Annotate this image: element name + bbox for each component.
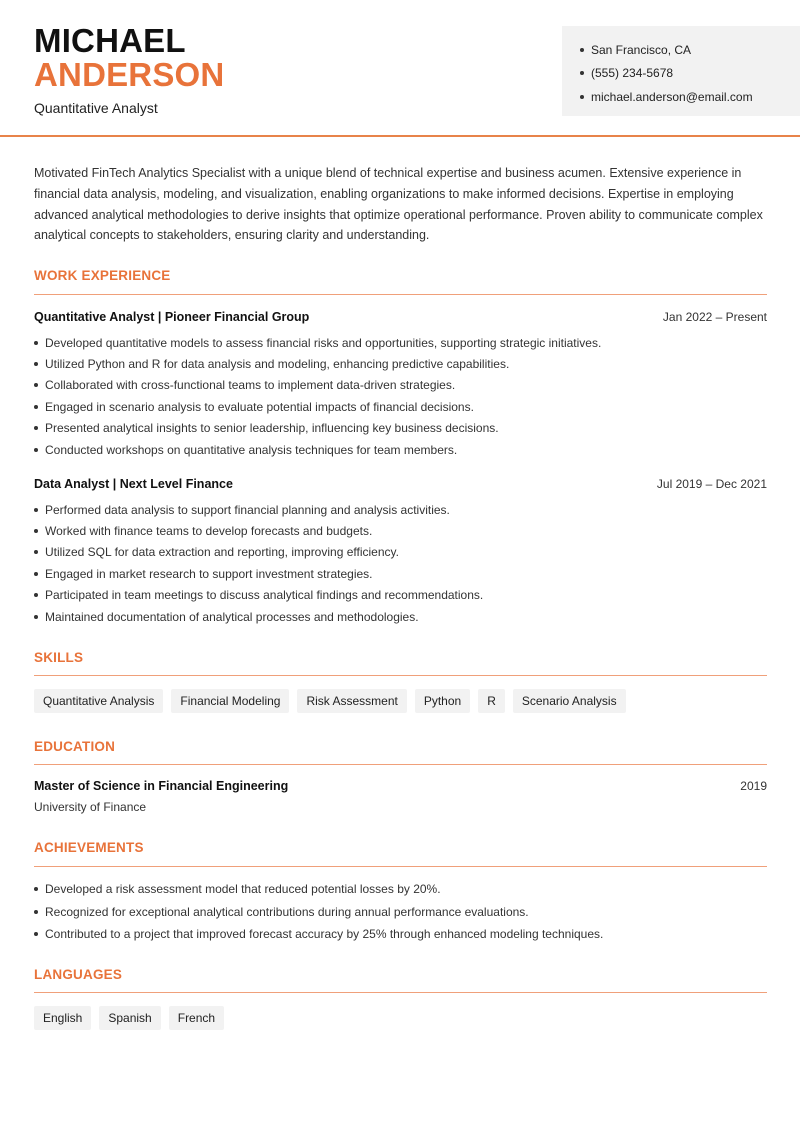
job-bullets — [34, 332, 767, 460]
section-divider — [34, 294, 767, 295]
job-header — [34, 310, 767, 324]
achievements-heading: ACHIEVEMENTS — [34, 840, 144, 855]
work-experience-heading: WORK EXPERIENCE — [34, 268, 171, 283]
job-title: Quantitative Analyst — [34, 100, 158, 116]
last-name: ANDERSON — [34, 56, 225, 93]
bullet-icon — [34, 550, 38, 554]
skills-heading: SKILLS — [34, 650, 84, 665]
achievements-list — [34, 878, 767, 946]
bullet-icon — [34, 572, 38, 576]
bullet-icon — [34, 887, 38, 891]
summary-paragraph: Motivated FinTech Analytics Specialist with a unique blend of technical expertise and business acumen. Extensive experience in financial data analysis, modeling, and visualization, enabling organizations to make informed decisions. Expertise in employing advanced analytical methodologies to derive insights that optimize operational performance. Proven ability to communicate complex analytical concepts to stakeholders, ensuring clarity and understanding. — [34, 166, 763, 243]
list-item: Presented analytical insights to senior leadership, influencing key business decisions. — [34, 418, 767, 439]
contact-box — [562, 26, 800, 116]
bullet-icon — [34, 426, 38, 430]
skill-chip: Risk Assessment — [297, 689, 406, 713]
contact-email — [580, 85, 800, 109]
job-role: Data Analyst | Next Level Finance — [34, 477, 233, 491]
bullet-icon — [580, 95, 584, 99]
job-header — [34, 477, 767, 491]
job-dates: Jul 2019 – Dec 2021 — [656, 477, 767, 491]
bullet-icon — [34, 910, 38, 914]
language-chip: French — [169, 1006, 224, 1030]
bullet-icon — [580, 48, 584, 52]
section-divider — [34, 675, 767, 676]
contact-location — [580, 38, 800, 62]
list-item: Worked with finance teams to develop forecasts and budgets. — [34, 520, 767, 541]
list-item: Recognized for exceptional analytical contributions during annual performance evaluations. — [34, 901, 767, 924]
first-name: MICHAEL — [34, 22, 186, 59]
skill-chip: Financial Modeling — [171, 689, 289, 713]
bullet-icon — [34, 932, 38, 936]
bullet-icon — [34, 362, 38, 366]
phone-text: (555) 234-5678 — [591, 66, 674, 81]
skill-chip: Python — [415, 689, 470, 713]
bullet-icon — [34, 341, 38, 345]
language-chip: English — [34, 1006, 91, 1030]
skill-chip: R — [478, 689, 505, 713]
list-item: Engaged in scenario analysis to evaluate potential impacts of financial decisions. — [34, 396, 767, 417]
languages-heading: LANGUAGES — [34, 967, 123, 982]
list-item: Performed data analysis to support financial planning and analysis activities. — [34, 499, 767, 520]
education-degree: Master of Science in Financial Engineering — [34, 779, 289, 793]
bullet-icon — [34, 615, 38, 619]
job-role: Quantitative Analyst | Pioneer Financial Group — [34, 310, 310, 324]
skill-chip: Quantitative Analysis — [34, 689, 163, 713]
list-item: Contributed to a project that improved forecast accuracy by 25% through enhanced modeling techniques. — [34, 923, 767, 946]
bullet-icon — [34, 508, 38, 512]
location-text: San Francisco, CA — [591, 42, 692, 57]
bullet-icon — [580, 71, 584, 75]
bullet-icon — [34, 529, 38, 533]
list-item: Developed quantitative models to assess financial risks and opportunities, supporting strategic initiatives. — [34, 332, 767, 353]
list-item: Engaged in market research to support investment strategies. — [34, 563, 767, 584]
list-item: Utilized Python and R for data analysis and modeling, enhancing predictive capabilities. — [34, 353, 767, 374]
list-item: Maintained documentation of analytical processes and methodologies. — [34, 606, 767, 627]
bullet-icon — [34, 593, 38, 597]
contact-phone — [580, 62, 800, 86]
section-divider — [34, 764, 767, 765]
job-bullets — [34, 499, 767, 627]
list-item: Conducted workshops on quantitative analysis techniques for team members. — [34, 439, 767, 460]
list-item: Collaborated with cross-functional teams to implement data-driven strategies. — [34, 375, 767, 396]
bullet-icon — [34, 448, 38, 452]
list-item: Participated in team meetings to discuss analytical findings and recommendations. — [34, 585, 767, 606]
skill-chip: Scenario Analysis — [513, 689, 626, 713]
job-dates: Jan 2022 – Present — [662, 310, 767, 324]
skills-list — [34, 689, 626, 713]
bullet-icon — [34, 383, 38, 387]
bullet-icon — [34, 405, 38, 409]
languages-list — [34, 1006, 224, 1030]
list-item: Utilized SQL for data extraction and reporting, improving efficiency. — [34, 542, 767, 563]
education-year: 2019 — [740, 779, 767, 793]
education-heading: EDUCATION — [34, 739, 116, 754]
section-divider — [34, 866, 767, 867]
resume-header — [0, 0, 800, 137]
education-school: University of Finance — [34, 800, 147, 814]
language-chip: Spanish — [99, 1006, 160, 1030]
list-item: Developed a risk assessment model that reduced potential losses by 20%. — [34, 878, 767, 901]
email-text: michael.anderson@email.com — [591, 89, 753, 104]
section-divider — [34, 992, 767, 993]
